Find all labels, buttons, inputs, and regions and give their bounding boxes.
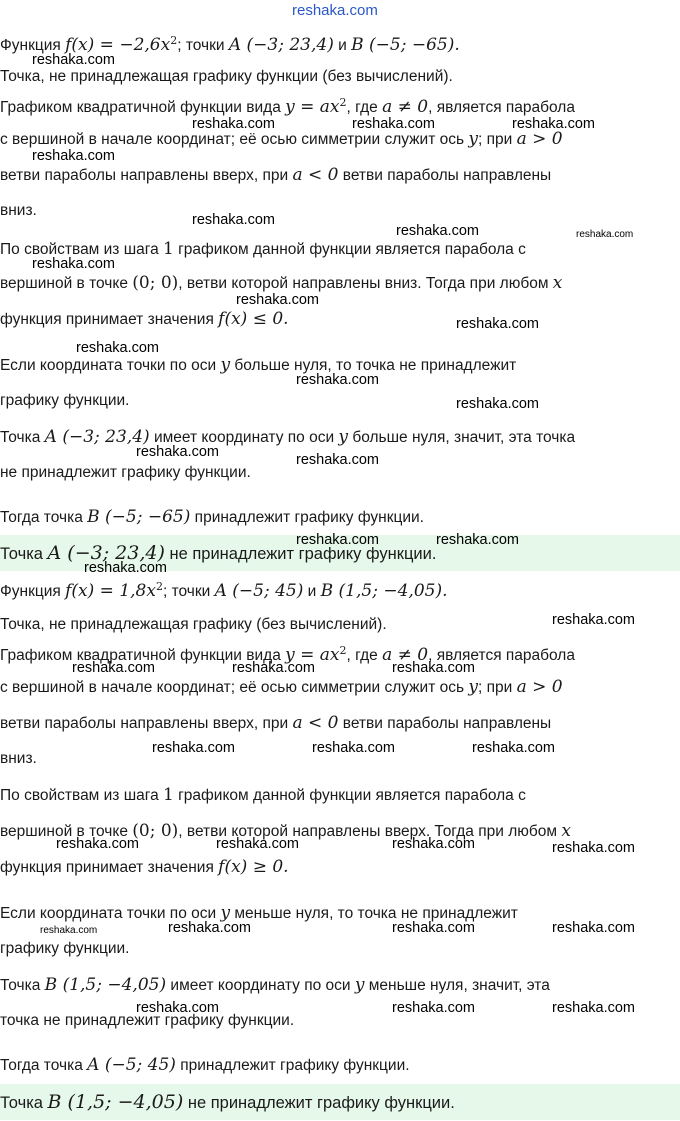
problem1-heading: Точка, не принадлежащая графику функции (без вычислений).	[0, 68, 453, 85]
problem2-step2-line2: вершиной в точке (0; 0), ветви которой направлены вверх. Тогда при любом x	[0, 821, 571, 841]
problem2-answer: Точка B (1,5; −4,05) не принадлежит графику функции.	[0, 1084, 680, 1120]
problem2-step1-line1: Графиком квадратичной функции вида $y = ax^2$, где a ≠ 0, является парабола	[0, 644, 575, 666]
watermark: reshaka.com	[436, 532, 520, 548]
watermark: reshaka.com	[152, 740, 236, 756]
watermark: reshaka.com	[392, 1000, 476, 1016]
watermark: reshaka.com	[40, 925, 98, 936]
problem1-step2-line2: вершиной в точке (0; 0), ветви которой направлены вниз. Тогда при любом x	[0, 273, 563, 293]
watermark: reshaka.com	[168, 920, 252, 936]
watermark: reshaka.com	[552, 840, 636, 856]
watermark: reshaka.com	[236, 292, 320, 308]
watermark: reshaka.com	[456, 396, 540, 412]
watermark: reshaka.com	[232, 660, 316, 676]
problem1-step4-line1: Точка A (−3; 23,4) имеет координату по оси y больше нуля, значит, эта точка	[0, 427, 576, 447]
watermark: reshaka.com	[576, 229, 634, 240]
watermark: reshaka.com	[136, 1000, 220, 1016]
problem2-task: Функция $f(x) = 1,8x^2$; точки A (−5; 45) и B (1,5; −4,05).	[0, 580, 448, 602]
problem2-heading: Точка, не принадлежащая графику (без вычислений).	[0, 616, 387, 633]
watermark: reshaka.com	[552, 612, 636, 628]
problem1-step1-line1: Графиком квадратичной функции вида $y = ax^2$, где a ≠ 0, является парабола	[0, 96, 575, 118]
watermark: reshaka.com	[32, 148, 116, 164]
problem1-step1-line4: вниз.	[0, 202, 37, 219]
watermark: reshaka.com	[192, 212, 276, 228]
problem1-step3-line2: графику функции.	[0, 392, 130, 409]
problem2-step4-line2: точка не принадлежит графику функции.	[0, 1012, 295, 1029]
watermark: reshaka.com	[392, 836, 476, 852]
problem1-step3-line1: Если координата точки по оси y больше нуля, то точка не принадлежит	[0, 355, 517, 375]
watermark: reshaka.com	[76, 340, 160, 356]
watermark: reshaka.com	[32, 256, 116, 272]
problem2-step4-line1: Точка B (1,5; −4,05) имеет координату по оси y меньше нуля, значит, эта	[0, 975, 550, 995]
problem1-step1-line2: с вершиной в начале координат; её осью симметрии служит ось y; при a > 0	[0, 129, 563, 149]
watermark: reshaka.com	[192, 116, 276, 132]
watermark: reshaka.com	[512, 116, 596, 132]
problem2-step1-line3: ветви параболы направлены вверх, при a < 0 ветви параболы направлены	[0, 713, 552, 733]
watermark: reshaka.com	[32, 52, 116, 68]
watermark: reshaka.com	[296, 532, 380, 548]
problem1-step1-line3: ветви параболы направлены вверх, при a < 0 ветви параболы направлены	[0, 165, 552, 185]
watermark: reshaka.com	[56, 836, 140, 852]
problem1-step2-line1: По свойствам из шага 1 графиком данной функции является парабола с	[0, 239, 526, 259]
problem2-step2-line1: По свойствам из шага 1 графиком данной функции является парабола с	[0, 785, 526, 805]
site-header-link[interactable]: reshaka.com	[292, 2, 378, 19]
problem2-step3-line2: графику функции.	[0, 940, 130, 957]
watermark: reshaka.com	[84, 560, 168, 576]
watermark: reshaka.com	[552, 1000, 636, 1016]
watermark: reshaka.com	[296, 372, 380, 388]
problem2-step3-line1: Если координата точки по оси y меньше нуля, то точка не принадлежит	[0, 903, 518, 923]
watermark: reshaka.com	[552, 920, 636, 936]
watermark: reshaka.com	[456, 316, 540, 332]
problem1-step4-line2: не принадлежит графику функции.	[0, 464, 251, 481]
problem2-step1-line4: вниз.	[0, 750, 37, 767]
watermark: reshaka.com	[72, 660, 156, 676]
problem2-step1-line2: с вершиной в начале координат; её осью симметрии служит ось y; при a > 0	[0, 677, 563, 697]
watermark: reshaka.com	[396, 223, 480, 239]
problem2-step2-line3: функция принимает значения f(x) ≥ 0.	[0, 857, 289, 877]
problem1-step5: Тогда точка B (−5; −65) принадлежит графику функции.	[0, 507, 424, 527]
watermark: reshaka.com	[296, 452, 380, 468]
problem1-step2-line3: функция принимает значения f(x) ≤ 0.	[0, 309, 289, 329]
watermark: reshaka.com	[472, 740, 556, 756]
problem2-step5: Тогда точка A (−5; 45) принадлежит графику функции.	[0, 1055, 410, 1075]
watermark: reshaka.com	[392, 920, 476, 936]
watermark: reshaka.com	[352, 116, 436, 132]
problem1-task: Функция $f(x) = -2,6x^2$; точки A (−3; 23,4) и B (−5; −65).	[0, 34, 460, 56]
watermark: reshaka.com	[136, 444, 220, 460]
problem1-answer: Точка A (−3; 23,4) не принадлежит графику функции.	[0, 535, 680, 571]
watermark: reshaka.com	[312, 740, 396, 756]
watermark: reshaka.com	[216, 836, 300, 852]
watermark: reshaka.com	[392, 660, 476, 676]
